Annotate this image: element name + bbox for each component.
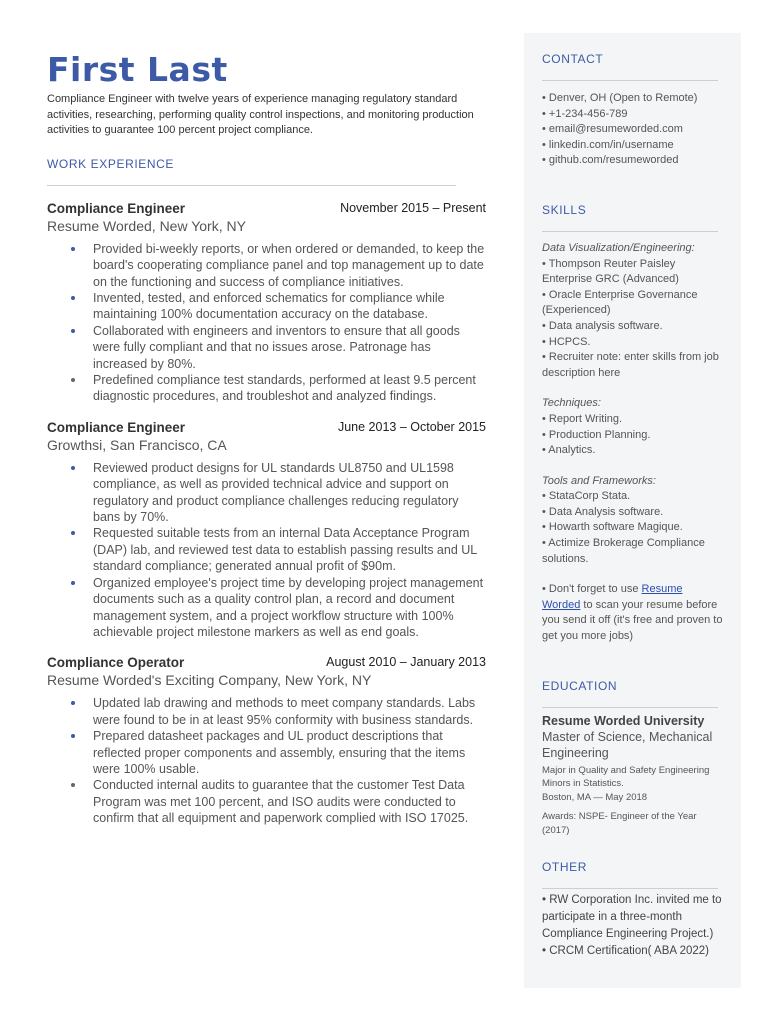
resume-tip: • Don't forget to use Resume Worded to scan your resume before you send it off (it's free and proven to get you more jobs) [542, 583, 723, 643]
bullet-dot-icon [71, 734, 75, 738]
job-company: Growthsi, San Francisco, CA [47, 436, 227, 453]
skill-item: • Recruiter note: enter skills from job description here [542, 351, 719, 379]
bullet-item: Provided bi-weekly reports, or when ordered or demanded, to keep the board's cooperating compliance panel and top management up to date on the functioning and success of compliance initiatives. [47, 241, 486, 290]
other-heading: OTHER [542, 860, 587, 875]
job-dates: June 2013 – October 2015 [337, 419, 486, 434]
skills-list [542, 241, 723, 645]
skill-item: • Howarth software Magique. [542, 521, 683, 534]
divider [542, 80, 718, 81]
job-title: Compliance Engineer [47, 419, 186, 435]
sidebar [524, 33, 741, 988]
skill-item: • Thompson Reuter Paisley Enterprise GRC (Advanced) [542, 257, 679, 286]
skills-heading: SKILLS [542, 202, 587, 217]
job-entry [47, 419, 502, 640]
other-item: • RW Corporation Inc. invited me to participate in a three-month Compliance Engineering Project.) [542, 894, 722, 941]
divider [542, 231, 718, 232]
bullet-dot-icon [71, 329, 75, 333]
bullet-item: Reviewed product designs for UL standards UL8750 and UL1598 compliance, as well as provided technical advice and support on regulatory and product compliance challenges reducing regulatory bans by 70%. [47, 460, 486, 526]
bullet-dot-icon [71, 531, 75, 535]
skill-item: • Data analysis software. [542, 319, 663, 332]
job-company: Resume Worded, New York, NY [47, 217, 246, 234]
contact-linkedin[interactable]: • linkedin.com/in/username [542, 138, 674, 151]
bullet-dot-icon [71, 783, 75, 787]
job-bullets [47, 241, 502, 405]
awards: Awards: NSPE- Engineer of the Year (2017) [542, 811, 697, 836]
bullet-item: Collaborated with engineers and inventors to ensure that all goods were fully compliant and that no issues arose. Patronage has increased by 80%. [47, 323, 486, 372]
education-location-date: Boston, MA — May 2018 [542, 791, 648, 803]
minor: Minors in Statistics. [542, 778, 624, 790]
contact-location: • Denver, OH (Open to Remote) [542, 92, 698, 104]
job-title: Compliance Engineer [47, 200, 186, 216]
bullet-item: Organized employee's project time by developing project management documents such as a quality control plan, a record and document management system, and a project workflow structure with 100% achievable project milestone markers as well as end goals. [47, 575, 486, 641]
bullet-item: Updated lab drawing and methods to meet company standards. Labs were found to be in at least 95% conformity with business standards. [47, 695, 486, 728]
skill-item: • Analytics. [542, 444, 596, 457]
bullet-dot-icon [71, 378, 75, 382]
bullet-item: Predefined compliance test standards, performed at least 9.5 percent diagnostic procedures, and troubleshot and analyzed findings. [47, 372, 486, 405]
candidate-name: First Last [47, 50, 228, 89]
major: Major in Quality and Safety Engineering [542, 764, 710, 776]
bullet-dot-icon [71, 466, 75, 470]
other-list [542, 892, 723, 960]
summary: Compliance Engineer with twelve years of experience managing regulatory standard activities, researching, performing quality control inspections, and monitoring production activities to guarantee 100 percent project compliance. [47, 93, 474, 137]
bullet-item: Prepared datasheet packages and UL product descriptions that reflected proper components and assembly, ensuring that the items were 100% usable. [47, 728, 486, 777]
job-bullets [47, 460, 502, 640]
other-item: • CRCM Certification( ABA 2022) [542, 945, 710, 958]
job-dates: August 2010 – January 2013 [326, 655, 486, 670]
skill-group-label: Tools and Frameworks: [542, 474, 656, 487]
divider [542, 888, 718, 889]
contact-email[interactable]: • email@resumeworded.com [542, 123, 683, 136]
job-entry [47, 654, 502, 826]
work-experience-heading: WORK EXPERIENCE [47, 156, 175, 171]
bullet-item: Invented, tested, and enforced schematics for compliance while maintaining 100% documentation accuracy on the database. [47, 290, 486, 323]
resume-worded-link[interactable]: Resume Worded [542, 583, 683, 611]
bullet-dot-icon [71, 701, 75, 705]
divider [542, 707, 718, 708]
job-company: Resume Worded's Exciting Company, New York, NY [47, 672, 372, 689]
job-title: Compliance Operator [47, 655, 185, 671]
job-dates: November 2015 – Present [340, 200, 486, 215]
bullet-item: Conducted internal audits to guarantee that the customer Test Data Program was met 100 percent, and ISO audits were conducted to confirm that all equipment and paperwork complied with ISO 17025. [47, 777, 486, 826]
skill-item: • Actimize Brokerage Compliance solutions. [542, 537, 705, 565]
main-column [47, 50, 502, 827]
skill-item: • Data Analysis software. [542, 505, 664, 518]
skill-item: • HCPCS. [542, 335, 591, 348]
skill-item: • Oracle Enterprise Governance (Experienced) [542, 288, 698, 317]
divider [47, 185, 456, 186]
contact-list [542, 91, 723, 169]
degree: Master of Science, Mechanical Engineering [542, 729, 713, 761]
bullet-item: Requested suitable tests from an internal Data Acceptance Program (DAP) lab, and reviewed test data to establish passing results and UL standard compliance; generated annual profit of $90m. [47, 525, 486, 574]
university-name: Resume Worded University [542, 713, 705, 728]
skill-group-label: Techniques: [542, 397, 601, 410]
bullet-dot-icon [71, 581, 75, 585]
education-heading: EDUCATION [542, 678, 618, 693]
contact-phone: • +1-234-456-789 [542, 107, 628, 120]
contact-heading: CONTACT [542, 52, 604, 66]
skill-item: • StataCorp Stata. [542, 490, 631, 503]
skill-item: • Production Planning. [542, 428, 651, 441]
contact-github[interactable]: • github.com/resumeworded [542, 154, 679, 167]
bullet-dot-icon [71, 296, 75, 300]
skill-item: • Report Writing. [542, 412, 623, 425]
job-bullets [47, 695, 502, 826]
education-entry [542, 713, 723, 838]
job-entry [47, 200, 502, 405]
skill-group-label: Data Visualization/Engineering: [542, 241, 695, 254]
bullet-dot-icon [71, 247, 75, 251]
